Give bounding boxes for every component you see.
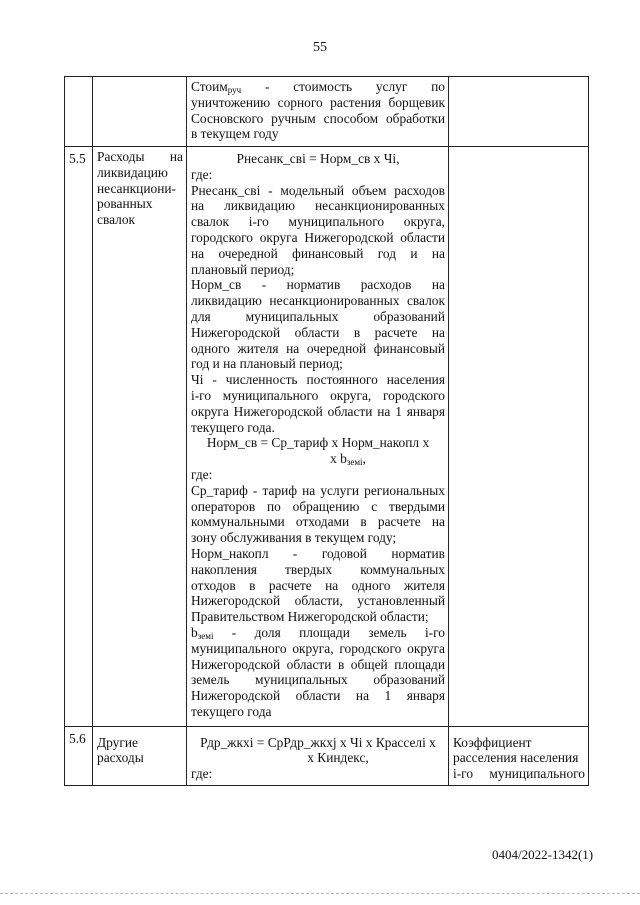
definition-line: округа Нижегородской области на 1 января: [191, 403, 445, 419]
definition-line: Ср_тариф - тариф на услуги региональных: [191, 482, 445, 498]
note-line: расселения населения: [453, 750, 579, 766]
row-note-cell: [449, 147, 589, 727]
definition-line: Правительством Нижегородской области;: [191, 609, 429, 625]
row-title-line: ликвидацию: [97, 164, 168, 180]
row-title-line: несанкциони-: [97, 180, 176, 196]
page-number: 55: [313, 40, 327, 55]
row-formula-cell: [187, 147, 449, 727]
row-formula-cell: [187, 726, 449, 785]
definition-line: ликвидацию несанкционированных свалок: [191, 293, 445, 309]
where-label: где:: [191, 466, 213, 482]
definition-line: $b_{земi}$ - доля площади земель i-го: [191, 624, 445, 641]
row-title-line: расходы: [97, 750, 144, 766]
definition-line: плановый период;: [191, 261, 295, 277]
definition-line: свалок i-го муниципального округа,: [191, 214, 445, 230]
definition-line: Чi - численность постоянного населения: [191, 372, 445, 388]
definition-line: Сосновского ручным способом обработки: [191, 110, 445, 126]
definition-line: на очередной финансовый год и на: [191, 245, 445, 261]
definition-line: i-го муниципального округа, городского: [191, 387, 445, 403]
definition-line: Нижегородской области в общей площади: [191, 656, 445, 672]
row-number: 5.5: [65, 147, 93, 727]
definition-line: коммунальными отходами в расчете на: [191, 514, 445, 530]
definition-line: операторов по обращению с твердыми: [191, 498, 445, 514]
definition-line: накопления твердых коммунальных: [191, 561, 445, 577]
table-row-5-6: [65, 726, 589, 785]
formula-continuation: х Киндекс,: [307, 750, 369, 766]
row-title-cell: [93, 77, 187, 147]
row-formula-cell: [187, 77, 449, 147]
formula: Рнесанк_свi = Норм_св х Чi,: [236, 151, 400, 166]
definition-line: городского округа Нижегородской области: [191, 229, 445, 245]
definition-line: Стоим$_{руч}$ - стоимость услуг по: [191, 79, 445, 95]
row-title-cell: [93, 147, 187, 727]
row-title-cell: [93, 726, 187, 785]
row-title-line: Расходы на: [97, 149, 183, 164]
definition-line: Нижегородской области, установленный: [191, 593, 445, 609]
definition-line: Рнесанк_свi - модельный объем расходов: [191, 182, 445, 198]
definition-line: текущего года.: [191, 419, 275, 435]
definition-line: в текущем году: [191, 126, 279, 142]
note-line: Коэффициент: [453, 734, 532, 750]
definition-line: уничтожению сорного растения борщевик: [191, 94, 445, 110]
where-label: где:: [191, 166, 213, 182]
row-number-cell: [65, 77, 93, 147]
definition-line: Норм_св - норматив расходов на: [191, 277, 445, 293]
definition-line: одного жителя на очередной финансовый: [191, 340, 445, 356]
row-title-line: рованных: [97, 196, 153, 212]
where-label: где:: [191, 766, 213, 782]
definition-line: Норм_накопл - годовой норматив: [191, 545, 445, 561]
table-row-continuation: [65, 77, 589, 147]
definition-line: Нижегородской области на 1 января: [191, 688, 445, 704]
definition-line: Нижегородской области в расчете на: [191, 324, 445, 340]
definition-line: зону обслуживания в текущем году;: [191, 530, 397, 546]
note-line: i-го муниципального: [453, 766, 585, 782]
budget-methodology-table: [64, 76, 589, 786]
definition-line: на ликвидацию несанкционированных: [191, 198, 445, 214]
definition-line: отходов в расчете на одного жителя: [191, 577, 445, 593]
formula-continuation: х $b_{земi}$,: [330, 451, 366, 468]
scan-edge-divider: [0, 893, 640, 895]
formula: Норм_св = Ср_тариф х Норм_накопл х: [206, 435, 430, 451]
row-note-cell: [449, 77, 589, 147]
definition-line: земель муниципальных образований: [191, 672, 445, 688]
definition-line: для муниципальных образований: [191, 308, 445, 324]
table-row-5-5: [65, 147, 589, 727]
row-number: 5.6: [65, 726, 93, 785]
formula: Рдр_жкхi = СрРдр_жкхj х Чi х Красселi х: [200, 734, 436, 750]
definition-line: муниципального округа, городского округа: [191, 640, 445, 656]
document-reference: 0404/2022-1342(1): [492, 847, 594, 862]
definition-line: текущего года: [191, 703, 272, 719]
row-title-line: свалок: [97, 212, 136, 228]
row-note-cell: [449, 726, 589, 785]
definition-line: год и на плановый период;: [191, 356, 343, 372]
row-title-line: Другие: [97, 734, 138, 750]
